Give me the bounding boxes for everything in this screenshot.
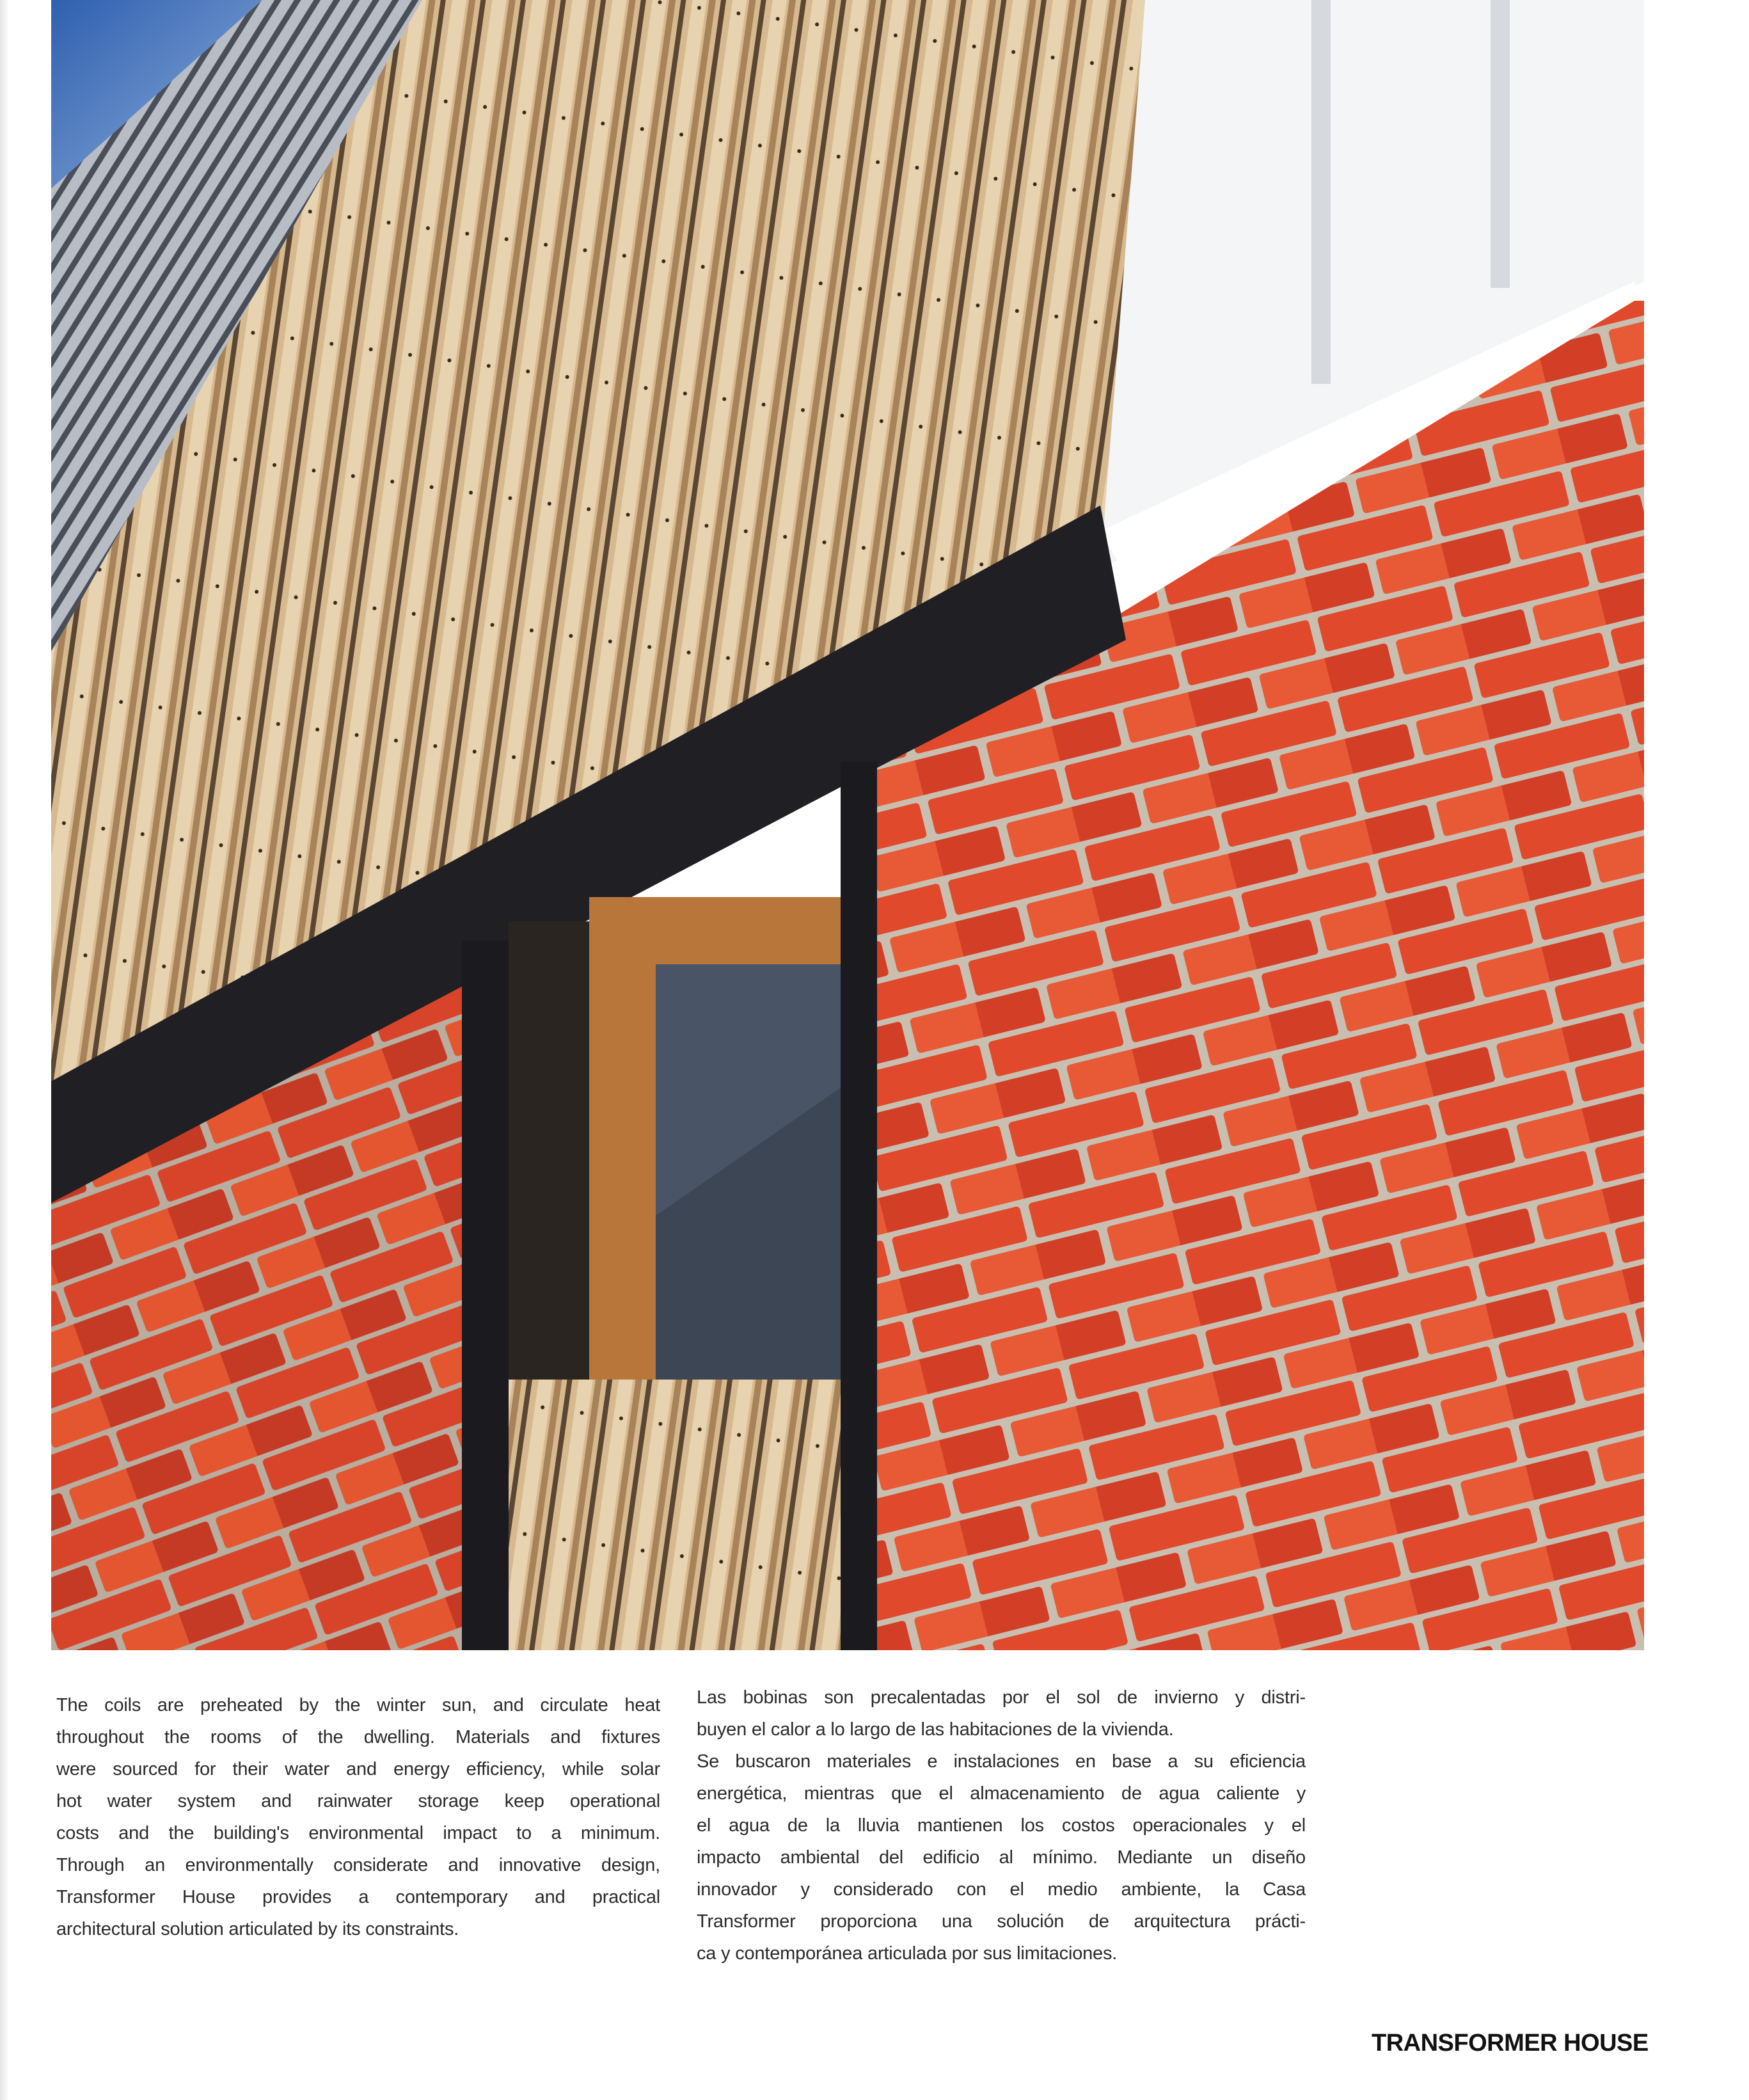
text-line: The coils are preheated by the winter sun, and circulate heat (56, 1695, 660, 1715)
english-text-column (56, 1689, 660, 1945)
spanish-text-column (697, 1682, 1306, 1969)
text-line: costs and the building's environmental impact to a minimum. (56, 1823, 660, 1843)
text-line: ca y contemporánea articulada por sus limitaciones. (697, 1943, 1118, 1964)
text-line: hot water system and rainwater storage keep operational (56, 1791, 660, 1811)
text-line: Transformer proporciona una solución de arquitectura prácti- (697, 1911, 1306, 1932)
building-facade-photo (51, 0, 1644, 1650)
footer-project-title: TRANSFORMER HOUSE (1372, 2030, 1649, 2056)
text-line: impacto ambiental del edificio al mínimo. Mediante un diseño (697, 1847, 1306, 1868)
timber-panel-lower (509, 1380, 841, 1650)
text-line: Transformer House provides a contemporary and practical (56, 1887, 660, 1907)
text-line: Through an environmentally considerate and innovative design, (56, 1855, 660, 1875)
text-line: innovador y considerado con el medio ambiente, la Casa (697, 1879, 1306, 1900)
text-line: energética, mientras que el almacenamiento de agua caliente y (697, 1783, 1306, 1804)
text-line: throughout the rooms of the dwelling. Materials and fixtures (56, 1727, 660, 1747)
text-line: el agua de la lluvia mantienen los costos operacionales y el (697, 1815, 1306, 1836)
post-left (462, 941, 509, 1650)
page-gutter-shadow (0, 0, 9, 2100)
text-line: Se buscaron materiales e instalaciones en base a su eficiencia (697, 1751, 1306, 1772)
post-right (841, 761, 877, 1650)
text-line: were sourced for their water and energy efficiency, while solar (56, 1759, 660, 1779)
text-line: Las bobinas son precalentadas por el sol de invierno y distri- (697, 1687, 1306, 1708)
text-line: architectural solution articulated by its constraints. (56, 1919, 459, 1939)
text-line: buyen el calor a lo largo de las habitaciones de la vivienda. (697, 1719, 1174, 1740)
